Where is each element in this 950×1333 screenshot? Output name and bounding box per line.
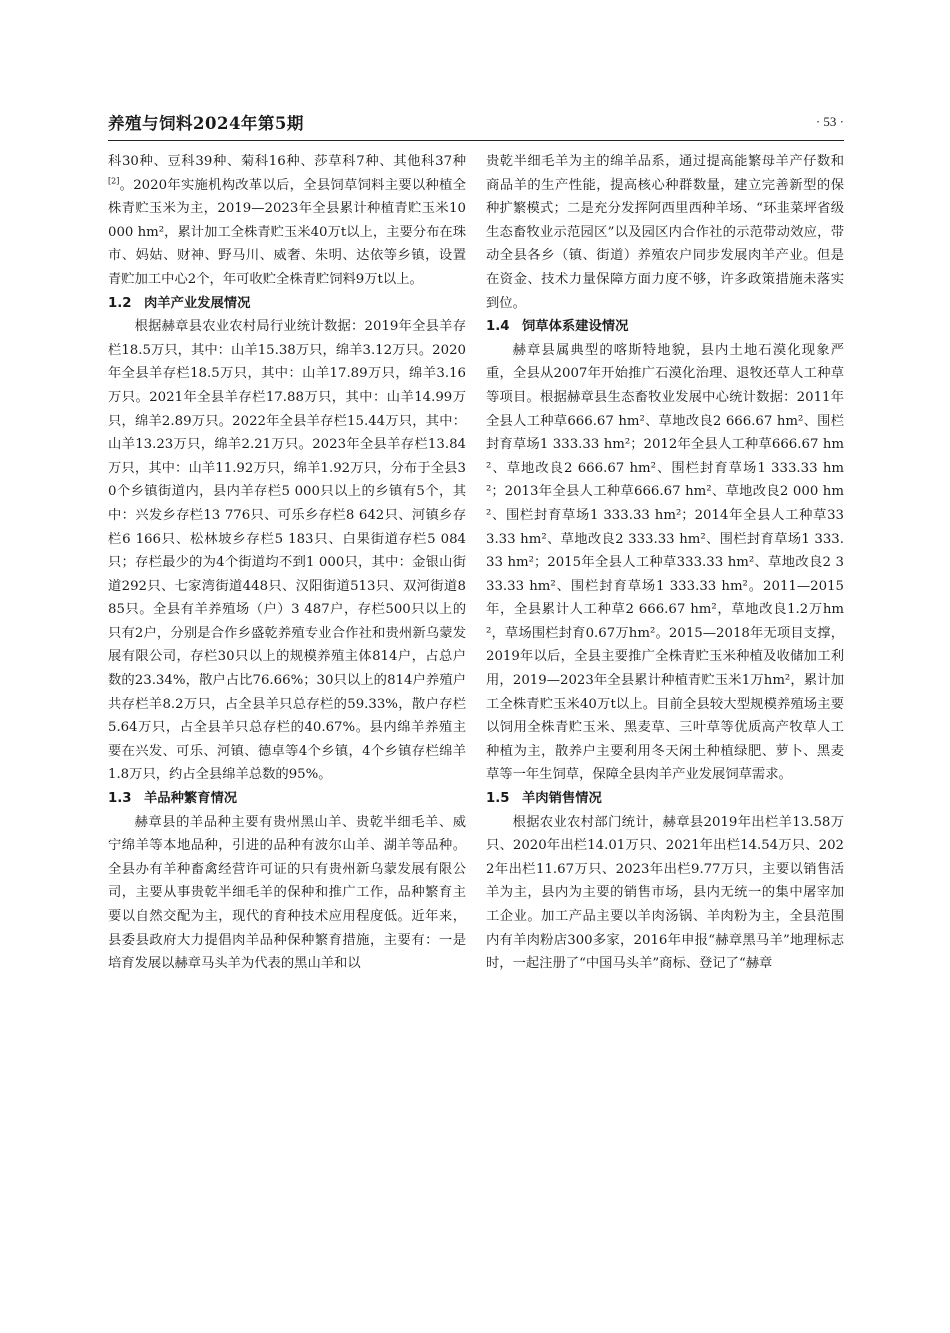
section-heading-1-3 bbox=[108, 787, 466, 811]
section-number: 1.4 bbox=[486, 319, 510, 335]
page-number: · 53 · bbox=[815, 114, 844, 129]
paragraph-text: 科30种、豆科39种、菊科16种、莎草科7种、其他科37种 bbox=[108, 154, 466, 169]
section-title: 羊品种繁育情况 bbox=[144, 791, 238, 807]
section-body-1-4: 赫章县属典型的喀斯特地貌，县内土地石漠化现象严重，全县从2007年开始推广石漠化治理、退牧还草人工种草等项目。根据赫章县生态畜牧业发展中心统计数据：2011年全县人工种草666.67 hm²、草地改良2 666.67 hm²、围栏封育草场1 333.33 hm²；2012年全县人工种草666.67 hm²、草地改良2 666.67 hm²、围栏封育草场1 333.33 hm²；2013年全县人工种草666.67 hm²、草地改良2 000 hm²、围栏封育草场1 333.33 hm²；2014年全县人工种草333.33 hm²、草地改良2 333.33 hm²、围栏封育草场1 333.33 hm²；2015年全县人工种草333.33 hm²、草地改良2 333.33 hm²、围栏封育草场1 333.33 hm²。2011—2015年，全县累计人工种草2 666.67 hm²，草地改良1.2万hm²，草场围栏封育0.67万hm²。2015—2018年无项目支撑，2019年以后，全县主要推广全株青贮玉米种植及收储加工利用，2019—2023年全县累计种植青贮玉米1万hm²，累计加工全株青贮玉米40万t以上。目前全县较大型规模养殖场主要以饲用全株青贮玉米、黑麦草、三叶草等优质高产牧草人工种植为主，散养户主要利用冬天闲土种植绿肥、萝卜、黑麦草等一年生饲草，保障全县肉羊产业发展饲草需求。 bbox=[486, 342, 844, 783]
section-number: 1.5 bbox=[486, 791, 510, 807]
section-body-1-3: 赫章县的羊品种主要有贵州黑山羊、贵乾半细毛羊、威宁绵羊等本地品种，引进的品种有波尔山羊、湖羊等品种。全县办有羊种畜禽经营许可证的只有贵州新乌蒙发展有限公司，主要从事贵乾半细毛羊的保种和推广工作，品种繁育主要以自然交配为主，现代的育种技术应用程度低。近年来，县委县政府大力提倡肉羊品种保种繁育措施，主要有：一是培育发展以赫章马头羊为代表的黑山羊和以 bbox=[108, 814, 466, 972]
page-header bbox=[108, 108, 844, 141]
section-title: 肉羊产业发展情况 bbox=[144, 295, 251, 311]
citation-ref[interactable]: [2] bbox=[108, 176, 120, 186]
section-body-1-2: 根据赫章县农业农村局行业统计数据：2019年全县羊存栏18.5万只，其中：山羊15.38万只，绵羊3.12万只。2020年全县羊存栏18.5万只，其中：山羊17.89万只，绵羊3.16万只。2021年全县羊存栏17.88万只，其中：山羊14.99万只，绵羊2.89万只。2022年全县羊存栏15.44万只，其中：山羊13.23万只，绵羊2.21万只。2023年全县羊存栏13.84万只，其中：山羊11.92万只，绵羊1.92万只，分布于全县30个乡镇街道内，县内羊存栏5 000只以上的乡镇有5个，其中：兴发乡存栏13 776只、可乐乡存栏8 642只、河镇乡存栏6 166只、松林坡乡存栏5 183只、白果街道存栏5 084只；存栏最少的为4个街道均不到1 000只，其中：金银山街道292只、七家湾街道448只、汉阳街道513只、双河街道885只。全县有羊养殖场（户）3 487户，存栏500只以上的只有2户，分别是合作乡盛乾养殖专业合作社和贵州新乌蒙发展有限公司，存栏30只以上的规模养殖主体814户，占总户数的23.34%，散户占比76.66%；30只以上的814户养殖户共存栏羊8.2万只，占全县羊只总存栏的59.33%，散户存栏5.64万只，占全县羊只总存栏的40.67%。县内绵羊养殖主要在兴发、可乐、河镇、德卓等4个乡镇，4个乡镇存栏绵羊1.8万只，约占全县绵羊总数的95%。 bbox=[108, 319, 466, 783]
continued-paragraph bbox=[108, 150, 466, 292]
section-heading-1-4 bbox=[486, 315, 844, 339]
continued-paragraph: 贵乾半细毛羊为主的绵羊品系，通过提高能繁母羊产仔数和商品羊的生产性能，提高核心种群数量，建立完善新型的保种扩繁模式；二是充分发挥阿西里西种羊场、“环韭菜坪省级生态畜牧业示范园区”以及园区内合作社的示范带动效应，带动全县各乡（镇、街道）养殖农户同步发展肉羊产业。但是在资金、技术力量保障方面力度不够，许多政策措施未落实到位。 bbox=[486, 154, 844, 311]
journal-title: 养殖与饲料2024年第5期 bbox=[108, 114, 304, 133]
left-column bbox=[108, 150, 466, 976]
section-title: 羊肉销售情况 bbox=[522, 791, 602, 807]
section-body-1-5: 根据农业农村部门统计，赫章县2019年出栏羊13.58万只、2020年出栏14.01万只、2021年出栏14.54万只、2022年出栏11.67万只、2023年出栏9.77万只，主要以销售活羊为主，县内为主要的销售市场，县内无统一的集中屠宰加工企业。加工产品主要以羊肉汤锅、羊肉粉为主，全县范围内有羊肉粉店300多家，2016年申报“赫章黑马羊”地理标志时，一起注册了“中国马头羊”商标、登记了“赫章 bbox=[486, 814, 844, 972]
paragraph-text: 。2020年实施机构改革以后，全县饲草饲料主要以种植全株青贮玉米为主，2019—2023年全县累计种植青贮玉米10 000 hm²，累计加工全株青贮玉米40万t以上，主要分布在珠市、妈姑、财神、野马川、威奢、朱明、达依等乡镇，设置青贮加工中心2个，年可收贮全株青贮饲料9万t以上。 bbox=[108, 177, 466, 287]
section-heading-1-5 bbox=[486, 787, 844, 811]
section-number: 1.2 bbox=[108, 295, 132, 311]
section-title: 饲草体系建设情况 bbox=[522, 319, 629, 335]
section-heading-1-2 bbox=[108, 292, 466, 316]
right-column bbox=[486, 150, 844, 976]
section-number: 1.3 bbox=[108, 791, 132, 807]
